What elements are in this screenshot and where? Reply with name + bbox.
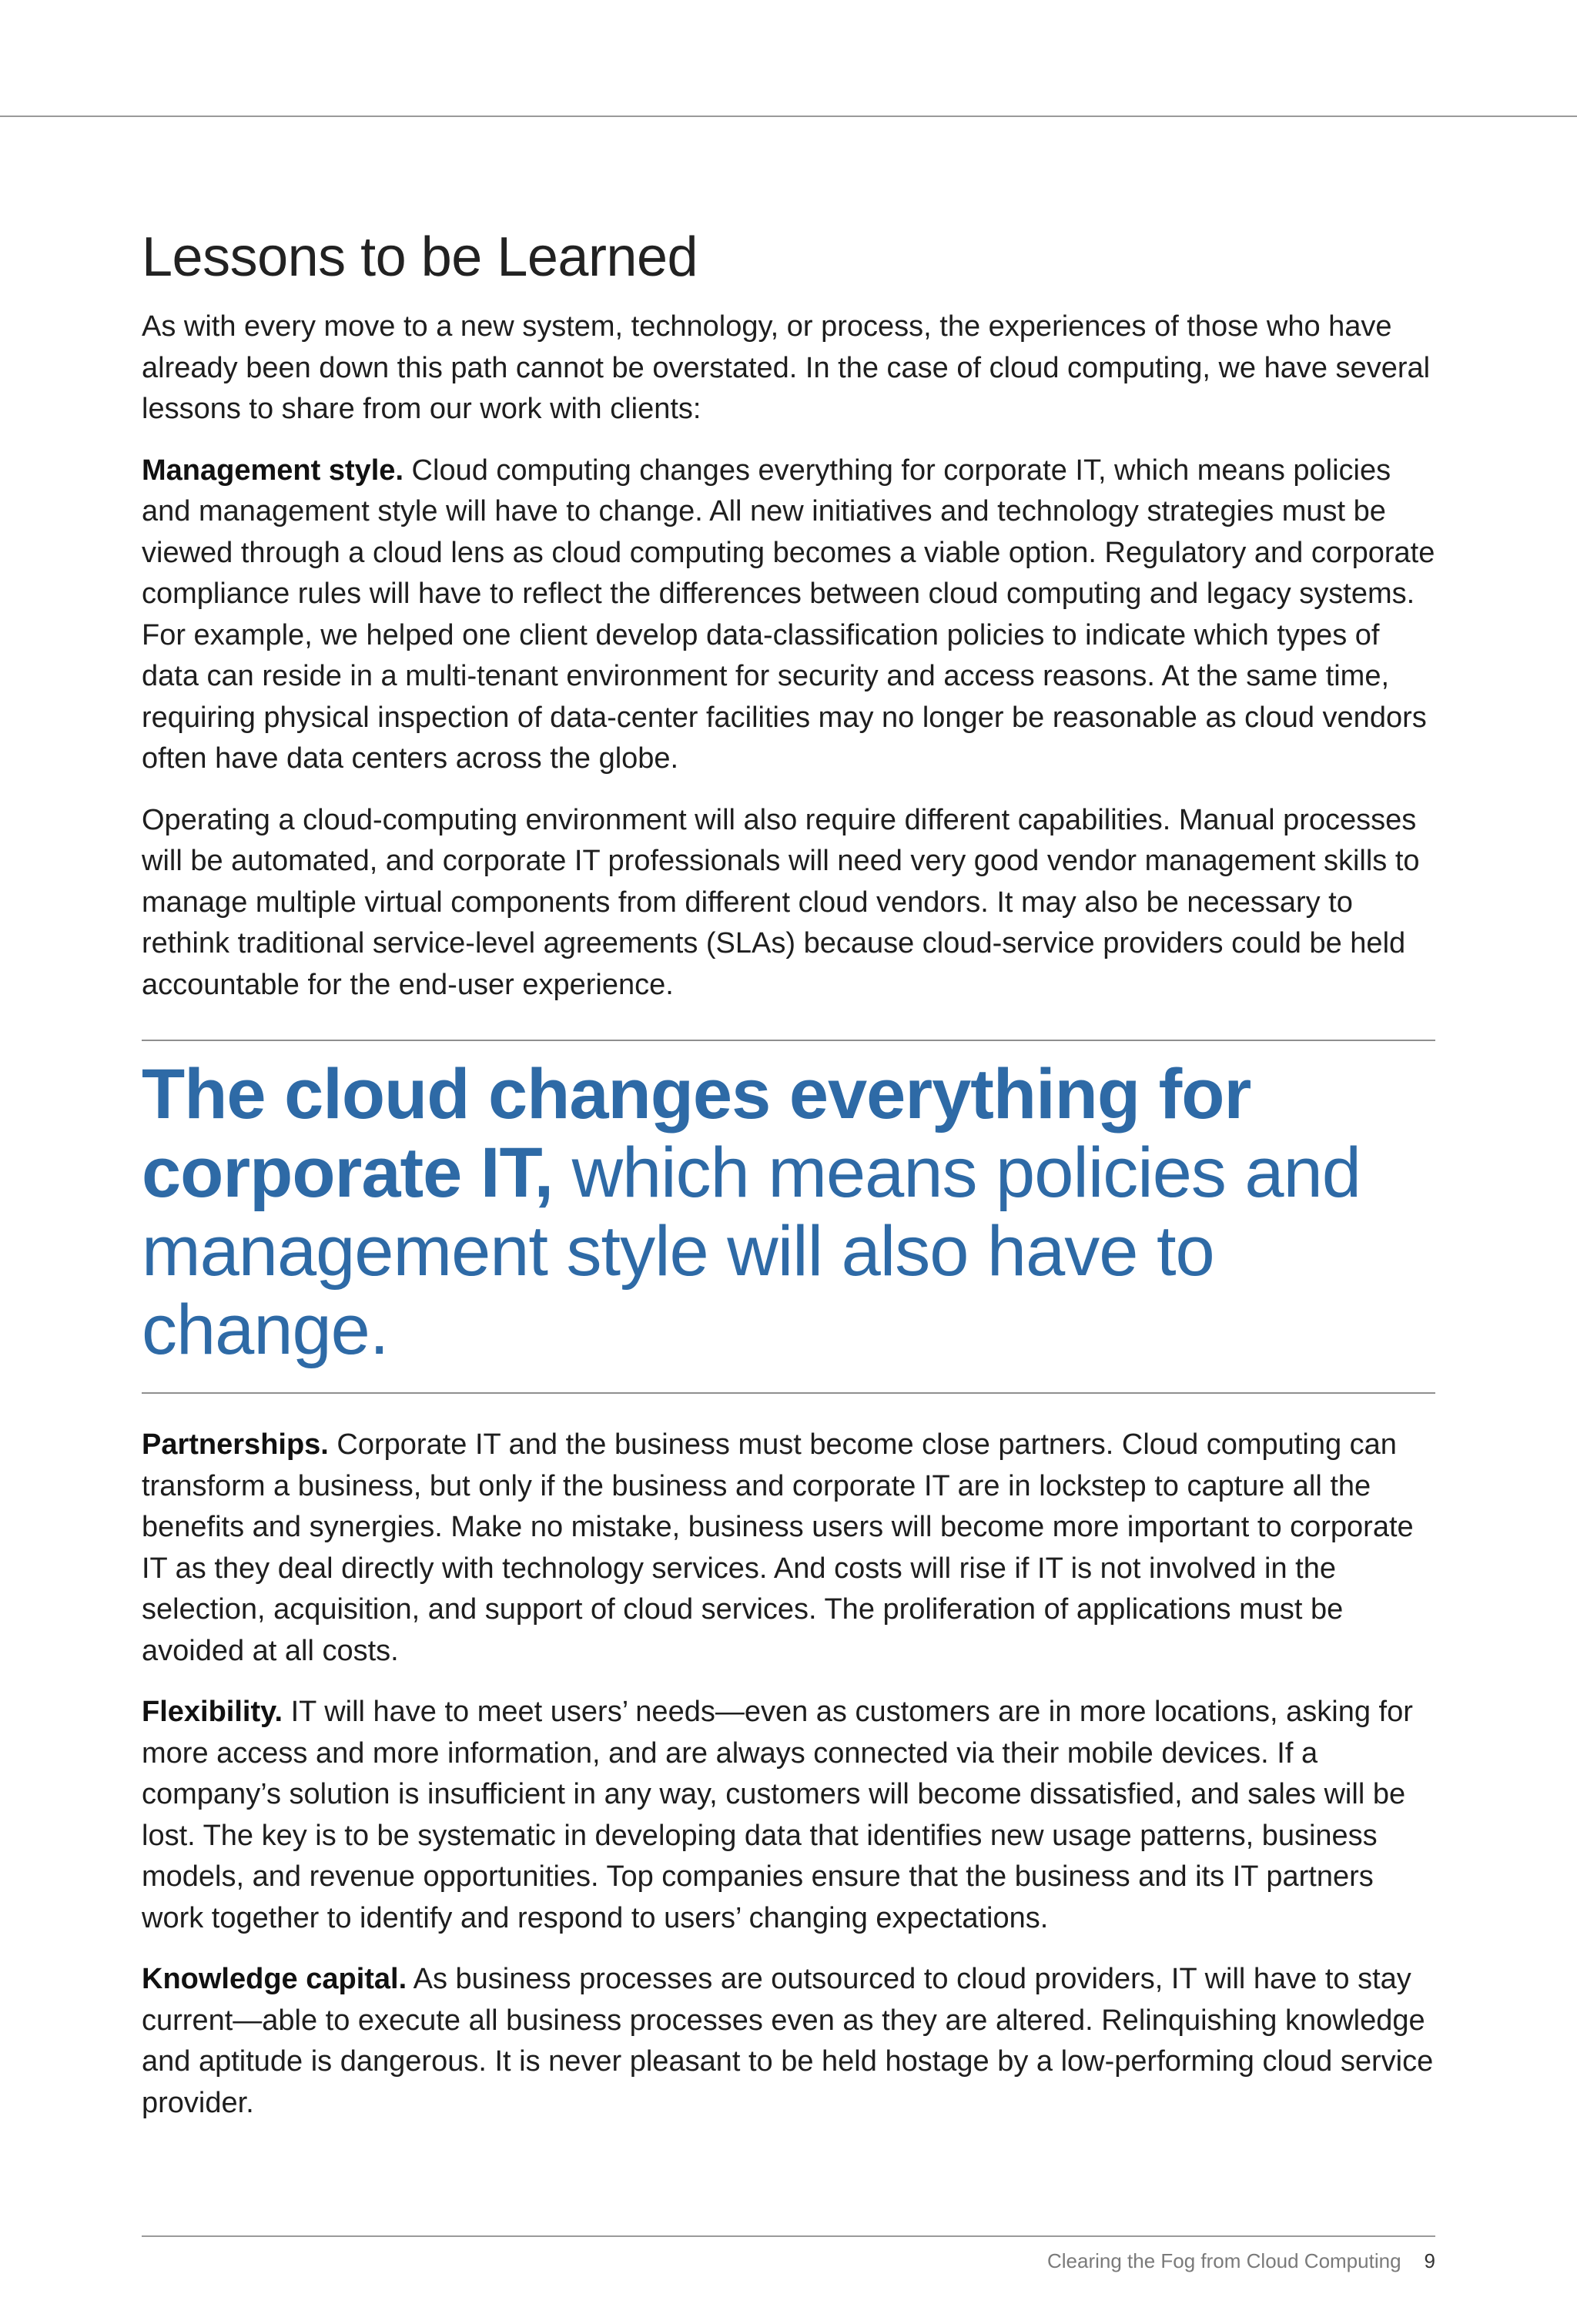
management-style-body: Cloud computing changes everything for corporate IT, which means policies and management style will have to change. All new initiatives and technology strategies must be viewed through a cloud lens as cloud computing becomes a viable option. Regulatory and corporate compliance rules will have to reflect the differences between cloud computing and legacy systems. For example, we helped one client develop data-classification policies to indicate which types of data can reside in a multi-tenant environment for security and access reasons. At the same time, requiring physical inspection of data-center facilities may no longer be reasonable as cloud vendors often have data centers across the globe. [142,454,1435,775]
footer-title: Clearing the Fog from Cloud Computing [1046,2249,1401,2272]
partnerships-paragraph [142,1425,1435,1672]
footer [1047,2247,1435,2275]
knowledge-capital-lead: Knowledge capital. [142,1963,407,1995]
flexibility-paragraph [142,1692,1435,1939]
pullquote-top-rule [142,1040,1435,1041]
management-style-paragraph [142,450,1435,780]
header-rule [0,116,1577,117]
page-content [142,223,1435,2144]
knowledge-capital-paragraph [142,1959,1435,2124]
partnerships-body: Corporate IT and the business must become close partners. Cloud computing can transform a business, but only if the business and corporate IT are in lockstep to capture all the benefits and synergies. Make no mistake, business users will become more important to corporate IT as they deal directly with technology services. And costs will rise if IT is not involved in the selection, acquisition, and support of cloud services. The proliferation of applications must be avoided at all costs. [142,1428,1414,1667]
pullquote [142,1055,1435,1369]
management-style-lead: Management style. [142,454,403,487]
pullquote-bottom-rule [142,1392,1435,1394]
page-number: 9 [1424,2249,1435,2272]
intro-paragraph: As with every move to a new system, technology, or process, the experiences of those who have already been down this path cannot be overstated. In the case of cloud computing, we have several lessons to share from our work with clients: [142,310,1431,425]
pullquote-bold: The cloud changes everything for corporate IT, [142,1055,1251,1212]
knowledge-capital-body: As business processes are outsourced to cloud providers, IT will have to stay current—able to execute all business processes even as they are altered. Relinquishing knowledge and aptitude is dangerous. It is never pleasant to be held hostage by a low-performing cloud service provider. [142,1963,1434,2119]
flexibility-body: IT will have to meet users’ needs—even as customers are in more locations, asking for more access and more information, and are always connected via their mobile devices. If a company’s solution is insufficient in any way, customers will become dissatisfied, and sales will be lost. The key is to be systematic in developing data that identifies new usage patterns, business models, and revenue opportunities. Top companies ensure that the business and its IT partners work together to identify and respond to users’ changing expectations. [142,1696,1413,1934]
partnerships-lead: Partnerships. [142,1428,329,1461]
footer-rule [142,2235,1435,2237]
operating-paragraph: Operating a cloud-computing environment will also require different capabilities. Manual processes will be automated, and corporate IT professionals will need very good vendor management skills to manage multiple virtual components from different cloud vendors. It may also be necessary to rethink traditional service-level agreements (SLAs) because cloud-service providers could be held accountable for the end-user experience. [142,803,1420,1001]
flexibility-lead: Flexibility. [142,1696,283,1728]
section-heading: Lessons to be Learned [142,226,698,288]
pullquote-light: which means policies and management style will also have to change. [142,1134,1361,1369]
